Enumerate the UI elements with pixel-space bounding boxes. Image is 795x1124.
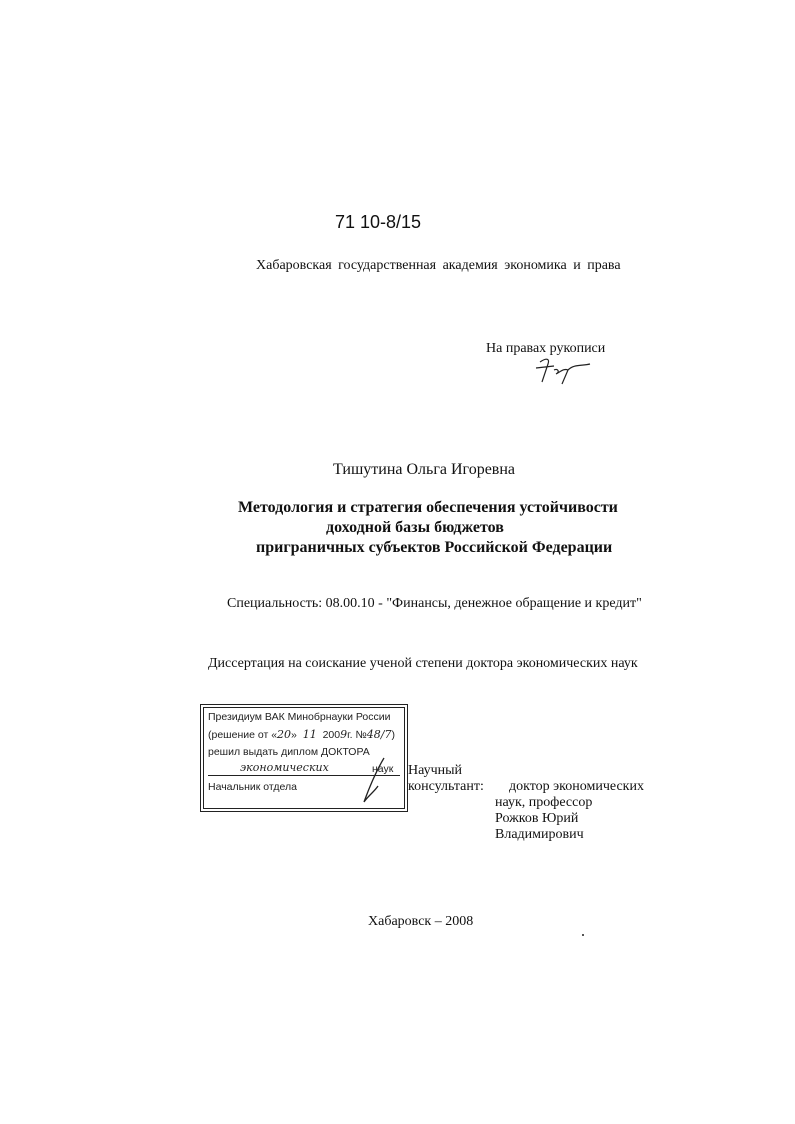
stamp-day: 20 xyxy=(277,728,292,741)
document-code: 71 10-8/15 xyxy=(335,212,422,232)
institution-name: Хабаровская государственная академия экономика и права xyxy=(256,258,621,273)
consultant-label xyxy=(408,763,484,795)
consultant-line-1: доктор экономических xyxy=(509,779,644,794)
stamp-year-digit: 9 xyxy=(340,728,348,741)
title-line-2: доходной базы бюджетов xyxy=(326,519,504,536)
city-year: Хабаровск – 2008 xyxy=(368,914,474,929)
vak-stamp xyxy=(203,707,405,809)
author-signature xyxy=(530,356,592,386)
stamp-date-suffix: ) xyxy=(391,729,395,741)
stamp-number-prefix: г. № xyxy=(347,729,367,741)
manuscript-rights: На правах рукописи xyxy=(486,341,606,356)
stamp-field-value: экономических xyxy=(240,761,329,774)
stamp-field-suffix: наук xyxy=(372,763,394,775)
stamp-line-5: Начальник отдела xyxy=(208,781,297,793)
scan-speck xyxy=(582,934,584,936)
stamp-number: 48/7 xyxy=(366,728,392,741)
title-line-3: приграничных субъектов Российской Федерации xyxy=(256,539,613,556)
dissertation-type: Диссертация на соискание ученой степени доктора экономических наук xyxy=(208,656,638,671)
stamp-line-1: Президиум ВАК Минобрнауки России xyxy=(208,711,391,723)
consultant-line-3: Рожков Юрий xyxy=(495,811,579,826)
stamp-field-handwritten xyxy=(240,761,329,774)
dissertation-title xyxy=(238,498,628,558)
stamp-date-prefix: (решение от « xyxy=(208,729,278,741)
author-name: Тишутина Ольга Игоревна xyxy=(333,461,516,478)
title-line-1: Методология и стратегия обеспечения устойчивости xyxy=(238,499,618,516)
stamp-line-3: решил выдать диплом ДОКТОРА xyxy=(208,746,370,758)
consultant-line-2: наук, профессор xyxy=(495,795,593,810)
stamp-month: 11 xyxy=(302,728,317,741)
consultant-line-4: Владимирович xyxy=(495,827,584,842)
consultant-label-2: консультант: xyxy=(408,779,484,794)
stamp-signature xyxy=(354,756,394,806)
stamp-date-mid: » xyxy=(291,729,297,741)
specialty: Специальность: 08.00.10 - "Финансы, денежное обращение и кредит" xyxy=(227,596,642,611)
stamp-line-2 xyxy=(208,728,395,741)
consultant-info xyxy=(495,779,644,843)
consultant-label-1: Научный xyxy=(408,763,463,778)
stamp-year-prefix: 200 xyxy=(322,729,341,741)
